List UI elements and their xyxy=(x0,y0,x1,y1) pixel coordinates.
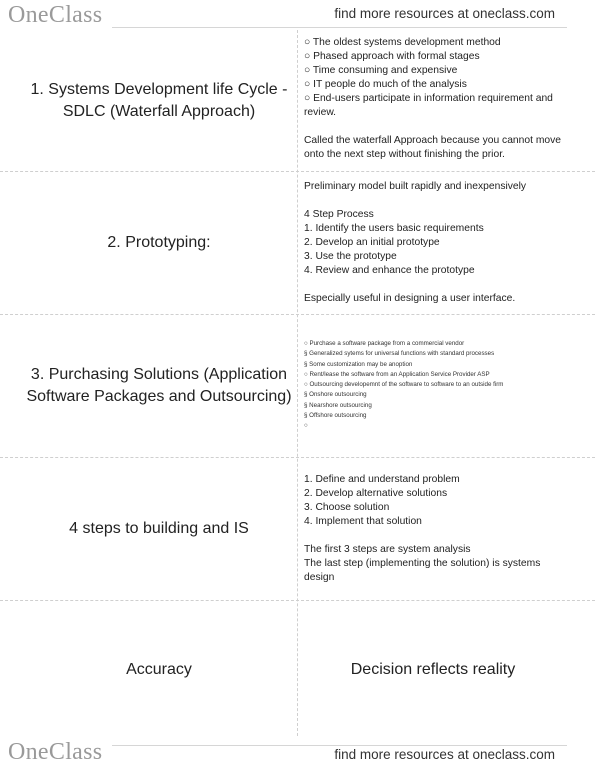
card-3-term-text: 3. Purchasing Solutions (Application Software Packages and Outsourcing) xyxy=(26,365,292,405)
card-5-line: Decision reflects reality xyxy=(350,661,516,678)
card-3-line: § Offshore outsourcing xyxy=(304,412,367,420)
card-4-line: 2. Develop alternative solutions xyxy=(304,488,448,499)
card-2-spacer xyxy=(304,278,574,292)
card-5-term-text: Accuracy xyxy=(126,661,192,678)
card-4-line: 4. Implement that solution xyxy=(304,516,422,527)
card-2-line: 3. Use the prototype xyxy=(304,251,397,262)
card-2-line: 1. Identify the users basic requirements xyxy=(304,223,484,234)
card-1-line: ○ IT people do much of the analysis xyxy=(304,79,467,90)
card-4-term-text: 4 steps to building and IS xyxy=(69,519,249,537)
card-3-line: ○ Purchase a software package from a commercial vendor xyxy=(304,340,465,347)
card-5-term xyxy=(20,600,298,740)
header-rule xyxy=(112,27,567,28)
card-1-line: ○ Time consuming and expensive xyxy=(304,65,458,76)
card-2-definition xyxy=(304,180,574,306)
card-3-line: ○ Rent/lease the software from an Application Service Provider ASP xyxy=(304,370,490,378)
card-3-line: § Generalized sytems for universal functions with standard processes xyxy=(304,350,495,358)
card-2-line: Especially useful in designing a user interface. xyxy=(304,293,516,304)
card-4-line: The last step (implementing the solution) is systems design xyxy=(304,558,541,583)
card-1-line: ○ Phased approach with formal stages xyxy=(304,51,480,62)
card-1-term xyxy=(20,30,298,171)
card-1-spacer xyxy=(304,120,574,134)
card-4-term xyxy=(20,457,298,600)
card-3-term xyxy=(20,314,298,457)
card-2-line: 4. Review and enhance the prototype xyxy=(304,265,475,276)
card-1-line: ○ End-users participate in information requirement and review. xyxy=(304,93,553,118)
card-3-line: ○ xyxy=(304,422,308,430)
card-3-definition xyxy=(304,339,574,432)
card-3-line: ○ Outsourcing developemnt of the software to software to an outside firm xyxy=(304,381,504,389)
footer-rule xyxy=(112,745,567,746)
card-2-line: 4 Step Process xyxy=(304,209,374,220)
card-1-line: Called the waterfall Approach because you cannot move onto the next step without finishing the prior. xyxy=(304,135,562,160)
card-1-line: ○ The oldest systems development method xyxy=(304,37,501,48)
card-2-line: 2. Develop an initial prototype xyxy=(304,237,440,248)
header-resources-link[interactable]: find more resources at oneclass.com xyxy=(334,6,555,21)
card-4-line: 3. Choose solution xyxy=(304,502,390,513)
card-3-line: § Nearshore outsourcing xyxy=(304,401,372,409)
card-2-line: Preliminary model built rapidly and inexpensively xyxy=(304,181,527,192)
card-3-line: § Onshore outsourcing xyxy=(304,391,367,399)
oneclass-logo: OneClass xyxy=(8,739,103,765)
card-4-definition xyxy=(304,473,574,585)
card-2-term-text: 2. Prototyping: xyxy=(107,233,211,251)
card-1-definition xyxy=(304,36,574,162)
card-5-definition xyxy=(298,600,568,740)
card-2-spacer xyxy=(304,194,574,208)
card-4-spacer xyxy=(304,529,574,543)
footer-resources-link[interactable]: find more resources at oneclass.com xyxy=(334,747,555,762)
card-3-line: § Some customization may be anoption xyxy=(304,360,413,368)
oneclass-logo: OneClass xyxy=(8,2,103,28)
card-4-line: The first 3 steps are system analysis xyxy=(304,544,471,555)
card-2-term xyxy=(20,171,298,314)
card-4-line: 1. Define and understand problem xyxy=(304,474,460,485)
card-1-term-text: 1. Systems Development life Cycle - SDLC (Waterfall Approach) xyxy=(30,80,288,120)
